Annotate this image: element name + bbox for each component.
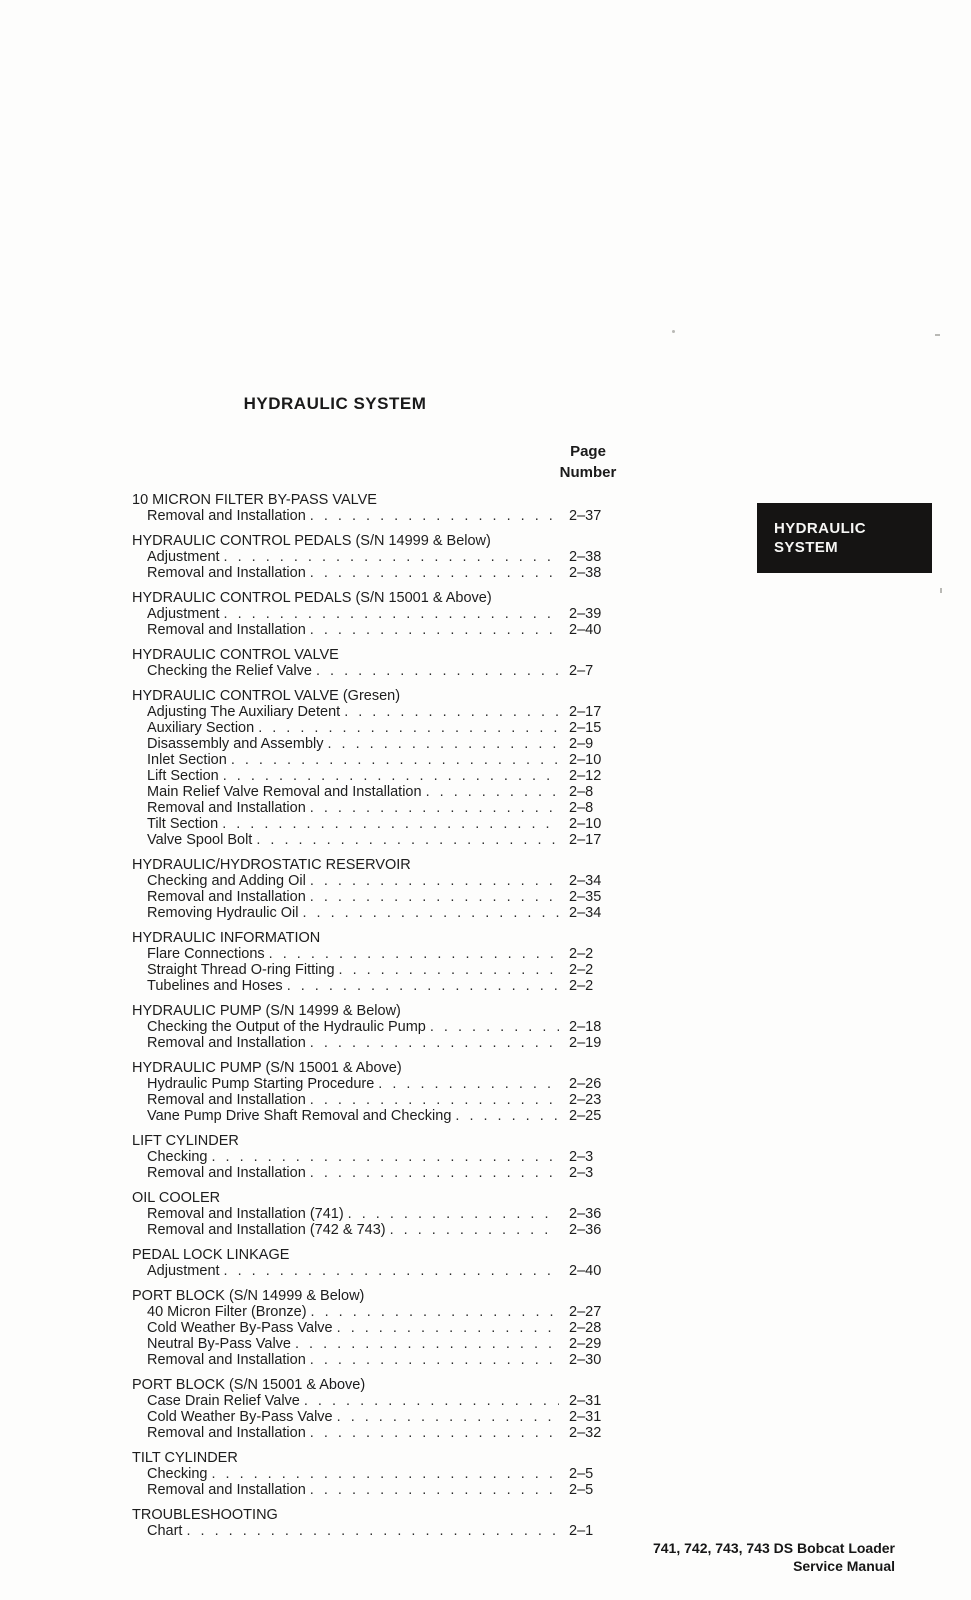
toc-entry-label: Adjustment [147,549,220,565]
dot-leader [224,549,559,565]
toc-entry-label: Tubelines and Hoses [147,978,283,994]
toc-entry-label: 40 Micron Filter (Bronze) [147,1304,307,1320]
toc-entry [132,1336,635,1352]
toc-entry-page: 2–3 [569,1149,594,1165]
toc-entry [132,1425,635,1441]
toc-entry-page: 2–29 [569,1336,602,1352]
toc-entry [132,1149,635,1165]
toc-entry [132,768,635,784]
toc-entry-page: 2–7 [569,663,594,679]
dot-leader [310,1425,559,1441]
toc-entry [132,1165,635,1181]
toc-entry [132,1019,635,1035]
toc-entry-label: Flare Connections [147,946,265,962]
toc-entry-label: Checking and Adding Oil [147,873,306,889]
toc-section [132,1288,635,1368]
toc-entry-label: Removal and Installation [147,565,306,581]
toc-entry-page: 2–40 [569,1263,602,1279]
toc-entry-label: Removal and Installation [147,1165,306,1181]
toc-entry [132,1108,635,1124]
toc-entry-label: Removal and Installation [147,1352,306,1368]
footer-models-line: 741, 742, 743, 743 DS Bobcat Loader [652,1540,895,1556]
toc-entry [132,752,635,768]
toc-section [132,1247,635,1279]
toc-entry-page: 2–35 [569,889,602,905]
toc-entry [132,978,635,994]
dot-leader [303,905,560,921]
toc-entry [132,1206,635,1222]
toc-entry [132,736,635,752]
toc-entry-label: Removal and Installation [147,889,306,905]
toc-section-heading: PEDAL LOCK LINKAGE [132,1247,290,1263]
toc-entry-page: 2–36 [569,1222,602,1238]
toc-entry-page: 2–2 [569,946,594,962]
toc-section-heading: HYDRAULIC CONTROL VALVE [132,647,339,663]
table-of-contents [132,492,635,1548]
toc-entry [132,720,635,736]
dot-leader [316,663,559,679]
toc-entry [132,565,635,581]
dot-leader [211,1466,559,1482]
toc-entry-page: 2–1 [569,1523,594,1539]
dot-leader [426,784,559,800]
toc-entry-page: 2–10 [569,752,602,768]
toc-section [132,930,635,994]
toc-entry-label: Vane Pump Drive Shaft Removal and Checking [147,1108,452,1124]
toc-entry [132,873,635,889]
toc-entry-page: 2–40 [569,622,602,638]
dot-leader [378,1076,559,1092]
dot-leader [310,1352,559,1368]
dot-leader [337,1409,559,1425]
dot-leader [310,565,559,581]
dot-leader [269,946,559,962]
toc-entry-page: 2–37 [569,508,602,524]
toc-entry-page: 2–2 [569,962,594,978]
toc-entry-label: Removal and Installation [147,1092,306,1108]
toc-entry-page: 2–31 [569,1393,602,1409]
toc-entry-label: Inlet Section [147,752,227,768]
toc-entry [132,1076,635,1092]
toc-entry-page: 2–17 [569,832,602,848]
toc-entry-page: 2–26 [569,1076,602,1092]
dot-leader [430,1019,559,1035]
toc-entry-page: 2–36 [569,1206,602,1222]
toc-section [132,1060,635,1124]
toc-entry-page: 2–39 [569,606,602,622]
toc-entry-page: 2–9 [569,736,594,752]
toc-entry-label: Disassembly and Assembly [147,736,324,752]
toc-entry-page: 2–12 [569,768,602,784]
toc-section-heading: LIFT CYLINDER [132,1133,239,1149]
dot-leader [344,704,559,720]
toc-entry-label: Hydraulic Pump Starting Procedure [147,1076,375,1092]
toc-entry-page: 2–10 [569,816,602,832]
toc-section-heading: 10 MICRON FILTER BY-PASS VALVE [132,492,377,508]
toc-entry [132,962,635,978]
toc-entry [132,1352,635,1368]
toc-section-heading: OIL COOLER [132,1190,221,1206]
dot-leader [222,816,559,832]
toc-section [132,1003,635,1051]
dot-leader [310,1482,559,1498]
toc-entry-label: Auxiliary Section [147,720,255,736]
toc-entry-page: 2–5 [569,1482,594,1498]
dot-leader [258,720,559,736]
toc-entry-label: Checking [147,1466,208,1482]
toc-entry-page: 2–8 [569,800,594,816]
dot-leader [348,1206,559,1222]
toc-entry-page: 2–19 [569,1035,602,1051]
toc-section [132,1377,635,1441]
toc-entry [132,1035,635,1051]
toc-entry [132,1409,635,1425]
toc-section [132,1190,635,1238]
toc-entry-label: Tilt Section [147,816,219,832]
toc-section [132,647,635,679]
toc-section-heading: HYDRAULIC/HYDROSTATIC RESERVOIR [132,857,411,873]
dot-leader [287,978,559,994]
toc-section [132,1507,635,1539]
dot-leader [455,1108,559,1124]
toc-section-heading: HYDRAULIC PUMP (S/N 15001 & Above) [132,1060,402,1076]
toc-entry [132,606,635,622]
toc-section-heading: PORT BLOCK (S/N 15001 & Above) [132,1377,366,1393]
toc-entry-page: 2–32 [569,1425,602,1441]
toc-entry-label: Straight Thread O-ring Fitting [147,962,335,978]
toc-entry-label: Checking the Relief Valve [147,663,312,679]
toc-entry [132,1263,635,1279]
scan-speck [672,330,675,333]
dot-leader [310,622,559,638]
toc-entry [132,1304,635,1320]
toc-entry-page: 2–3 [569,1165,594,1181]
toc-entry-label: Valve Spool Bolt [147,832,253,848]
dot-leader [310,889,559,905]
page-title: HYDRAULIC SYSTEM [243,394,427,413]
toc-entry [132,1092,635,1108]
dot-leader [390,1222,559,1238]
toc-entry [132,1482,635,1498]
dot-leader [310,1035,559,1051]
toc-section [132,857,635,921]
toc-entry [132,889,635,905]
toc-entry-label: Checking [147,1149,208,1165]
toc-entry-label: Removing Hydraulic Oil [147,905,299,921]
toc-entry-label: Removal and Installation (741) [147,1206,344,1222]
dot-leader [223,768,559,784]
toc-section-heading: TROUBLESHOOTING [132,1507,278,1523]
toc-entry-page: 2–15 [569,720,602,736]
toc-entry-label: Adjustment [147,1263,220,1279]
hydraulic-system-side-tab [757,503,932,573]
toc-entry-label: Lift Section [147,768,219,784]
toc-entry [132,1320,635,1336]
dot-leader [304,1393,559,1409]
toc-entry-page: 2–30 [569,1352,602,1368]
dot-leader [224,1263,559,1279]
toc-entry-label: Neutral By-Pass Valve [147,1336,291,1352]
toc-entry [132,1466,635,1482]
footer-manual-line: Service Manual [793,1558,895,1574]
toc-entry [132,549,635,565]
dot-leader [224,606,559,622]
toc-entry [132,663,635,679]
toc-entry [132,622,635,638]
page-number-header-line1: Page [570,443,606,460]
toc-entry [132,784,635,800]
dot-leader [186,1523,559,1539]
dot-leader [211,1149,559,1165]
toc-entry-page: 2–31 [569,1409,602,1425]
page-number-column-header [548,441,628,483]
toc-entry-page: 2–2 [569,978,594,994]
toc-section [132,1450,635,1498]
dot-leader [339,962,559,978]
toc-entry-label: Checking the Output of the Hydraulic Pump [147,1019,426,1035]
toc-section [132,590,635,638]
toc-entry-label: Removal and Installation (742 & 743) [147,1222,386,1238]
page-number-header-line2: Number [559,464,617,481]
toc-entry-label: Main Relief Valve Removal and Installation [147,784,422,800]
toc-entry [132,832,635,848]
dot-leader [310,508,559,524]
toc-entry-label: Adjusting The Auxiliary Detent [147,704,341,720]
dot-leader [310,800,559,816]
toc-entry-page: 2–27 [569,1304,602,1320]
toc-section [132,492,635,524]
toc-section-heading: HYDRAULIC INFORMATION [132,930,321,946]
toc-section-heading: PORT BLOCK (S/N 14999 & Below) [132,1288,365,1304]
dot-leader [295,1336,559,1352]
toc-entry-page: 2–23 [569,1092,602,1108]
toc-entry-label: Removal and Installation [147,1425,306,1441]
footer [653,1539,895,1575]
toc-entry-label: Removal and Installation [147,800,306,816]
toc-section-heading: HYDRAULIC CONTROL VALVE (Gresen) [132,688,401,704]
dot-leader [310,1092,559,1108]
dot-leader [256,832,559,848]
toc-entry-label: Removal and Installation [147,508,306,524]
toc-entry [132,704,635,720]
toc-section-heading: HYDRAULIC PUMP (S/N 14999 & Below) [132,1003,401,1019]
toc-entry [132,508,635,524]
toc-entry-page: 2–18 [569,1019,602,1035]
toc-entry-page: 2–38 [569,549,602,565]
toc-entry-label: Removal and Installation [147,1482,306,1498]
toc-section-heading: HYDRAULIC CONTROL PEDALS (S/N 14999 & Below) [132,533,491,549]
toc-entry-label: Removal and Installation [147,1035,306,1051]
dot-leader [310,1165,559,1181]
toc-section-heading: TILT CYLINDER [132,1450,238,1466]
side-tab-line1: HYDRAULIC [774,520,866,537]
toc-entry-label: Cold Weather By-Pass Valve [147,1320,333,1336]
toc-entry-page: 2–28 [569,1320,602,1336]
dot-leader [231,752,559,768]
toc-entry [132,1523,635,1539]
toc-entry [132,800,635,816]
toc-entry-page: 2–17 [569,704,602,720]
dot-leader [311,1304,559,1320]
dot-leader [328,736,560,752]
toc-entry-page: 2–34 [569,873,602,889]
toc-entry [132,905,635,921]
toc-entry-page: 2–38 [569,565,602,581]
scan-speck [940,588,942,593]
dot-leader [337,1320,559,1336]
toc-entry-page: 2–34 [569,905,602,921]
side-tab-line2: SYSTEM [774,539,839,556]
toc-entry [132,816,635,832]
toc-section [132,1133,635,1181]
toc-entry-page: 2–5 [569,1466,594,1482]
toc-section [132,533,635,581]
toc-entry-label: Chart [147,1523,183,1539]
toc-entry-label: Adjustment [147,606,220,622]
dot-leader [310,873,559,889]
toc-entry-label: Cold Weather By-Pass Valve [147,1409,333,1425]
toc-section [132,688,635,848]
toc-entry [132,946,635,962]
toc-entry [132,1393,635,1409]
toc-entry [132,1222,635,1238]
toc-entry-page: 2–8 [569,784,594,800]
scan-speck [935,334,940,336]
toc-entry-label: Removal and Installation [147,622,306,638]
toc-entry-label: Case Drain Relief Valve [147,1393,300,1409]
toc-entry-page: 2–25 [569,1108,602,1124]
toc-section-heading: HYDRAULIC CONTROL PEDALS (S/N 15001 & Above) [132,590,492,606]
